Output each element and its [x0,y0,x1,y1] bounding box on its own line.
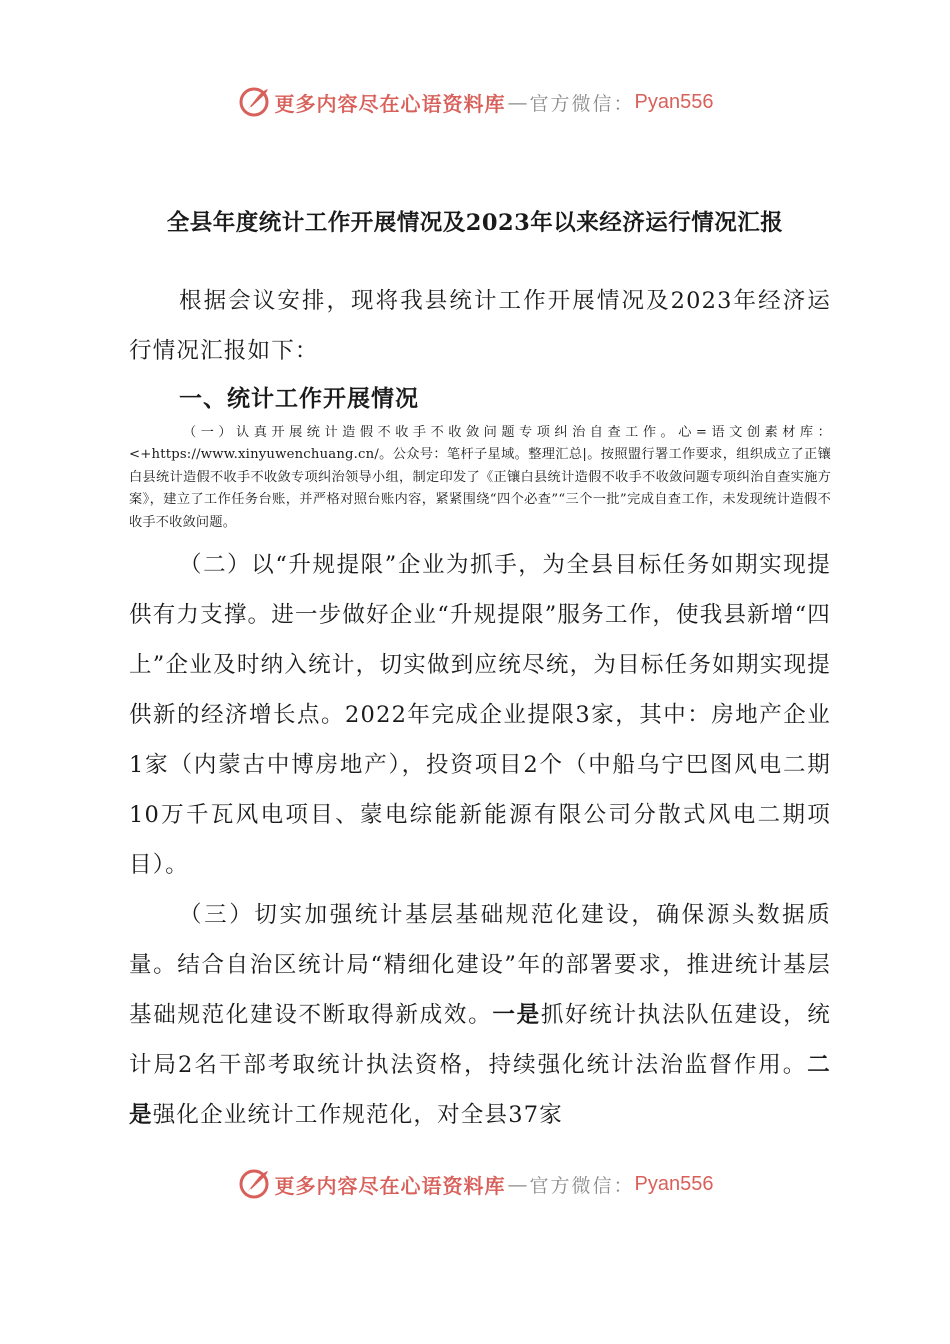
item-3-bold-first: 一是 [492,1002,541,1029]
document-body [129,276,831,1140]
banner-separator: — [507,1172,528,1196]
banner-text: 更多内容尽在心语资料库 [274,1173,506,1198]
intro-paragraph: 根据会议安排，现将我县统计工作开展情况及2023年经济运行情况汇报如下： [129,288,831,364]
banner-text: 更多内容尽在心语资料库 [274,91,506,116]
item-3-bold-second: 二是 [129,1052,831,1129]
header-banner [0,80,950,124]
item-2-paragraph: （二）以“升规提限”企业为抓手，为全县目标任务如期实现提供有力支撑。进一步做好企业“升规提限”服务工作，使我县新增“四上”企业及时纳入统计，切实做到应统尽统，为目标任务如期实现提供新的经济增长点。2022年完成企业提限3家，其中：房地产企业1家（内蒙古中博房地产），投资项目2个（中船乌宁巴图风电二期10万千瓦风电项目、蒙电综能新能源有限公司分散式风电二期项目）。 [129,552,831,879]
footer-banner [0,1162,950,1206]
item-3-text-b: 抓好统计执法队伍建设，统计局2名干部考取统计执法资格，持续强化统计法治监督作用。 [129,1002,831,1079]
banner-wechat-label: 官方微信： [529,92,635,115]
item-3-text-c: 强化企业统计工作规范化，对全县37家 [152,1102,563,1129]
quill-logo-icon [237,85,271,119]
banner-wechat-id: Pyan556 [634,1172,714,1195]
banner-wechat-id: Pyan556 [634,90,714,113]
item-3-text-a: （三）切实加强统计基层基础规范化建设，确保源头数据质量。结合自治区统计局“精细化建设”年的部署要求，推进统计基层基础规范化建设不断取得新成效。 [129,902,831,1029]
quill-logo-icon [237,1167,271,1201]
item-1-paragraph: （一）认真开展统计造假不收手不收敛问题专项纠治自查工作。心=语文创素材库：<+https://www.xinyuwenchuang.cn/。公众号：笔杆子星域。整理汇总|。按照盟行署工作要求，组织成立了正镶白县统计造假不收手不收敛专项纠治领导小组，制定印发了《正镶白县统计造假不收手不收敛问题专项纠治自查实施方案》，建立了工作任务台账，并严格对照台账内容，紧紧围绕“四个必查”“三个一批”完成自查工作，未发现统计造假不收手不收敛问题。 [129,425,831,530]
item-3-paragraph [129,890,831,1140]
document-title: 全县年度统计工作开展情况及2023年以来经济运行情况汇报 [166,210,784,236]
banner-wechat-label: 官方微信： [529,1174,635,1197]
banner-separator: — [507,90,528,114]
section-heading: 一、统计工作开展情况 [179,386,419,412]
